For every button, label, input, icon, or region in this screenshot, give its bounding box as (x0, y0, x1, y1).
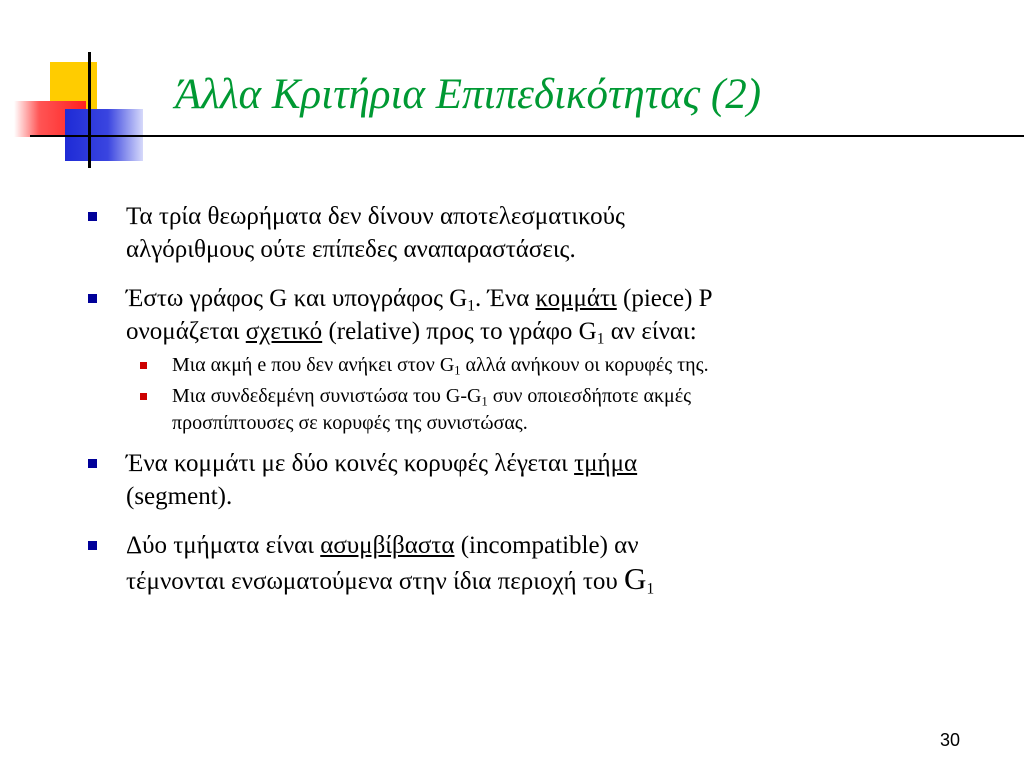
page-number: 30 (940, 730, 961, 750)
bullet-item-3 (88, 447, 968, 513)
graph-symbol: G (624, 561, 647, 596)
decorative-vertical-line (88, 52, 91, 168)
square-bullet-icon (88, 294, 97, 303)
bullet-text: (segment). (126, 483, 233, 510)
red-square-bullet-icon (140, 362, 147, 369)
bullet-text: αλγόριθμους ούτε επίπεδες αναπαραστάσεις. (126, 236, 576, 263)
bullet-item-2 (88, 282, 968, 437)
underlined-term: ασυμβίβαστα (320, 532, 455, 559)
underlined-term: τμήμα (574, 450, 638, 477)
subscript: 1 (454, 363, 461, 378)
subscript: 1 (646, 580, 655, 598)
red-square-bullet-icon (140, 393, 147, 400)
sub-bullet-text: αλλά ανήκουν οι κορυφές της. (460, 354, 709, 376)
sub-bullet-text: συν οποιεσδήποτε ακμές (487, 385, 692, 407)
bullet-list (88, 200, 968, 614)
sub-bullet-text: προσπίπτουσες σε κορυφές της συνιστώσας. (172, 412, 528, 434)
bullet-text: (incompatible) αν (454, 532, 639, 559)
subscript: 1 (467, 297, 476, 315)
bullet-text: τέμνονται ενσωματούμενα στην ίδια περιοχή του (126, 568, 625, 595)
underlined-term: κομμάτι (535, 285, 617, 312)
slide-title: Άλλα Κριτήρια Επιπεδικότητας (2) (175, 71, 762, 118)
bullet-text: ονομάζεται (126, 318, 246, 345)
bullet-text: (relative) προς το γράφο G (322, 318, 597, 345)
bullet-text: αν είναι: (604, 318, 697, 345)
sub-bullet-item-2 (126, 383, 968, 437)
square-bullet-icon (88, 212, 97, 221)
title-underline-rule (30, 135, 1024, 137)
bullet-text: Έστω γράφος G και υπογράφος G (126, 285, 468, 312)
underlined-term: σχετικό (245, 318, 323, 345)
square-bullet-icon (88, 541, 97, 550)
subscript: 1 (481, 394, 488, 409)
bullet-item-1 (88, 200, 968, 266)
sub-bullet-list (126, 352, 968, 437)
subscript: 1 (596, 330, 605, 348)
square-bullet-icon (88, 459, 97, 468)
bullet-text: Ένα κομμάτι με δύο κοινές κορυφές λέγεται (126, 450, 575, 477)
bullet-text: Τα τρία θεωρήματα δεν δίνουν αποτελεσματικούς (126, 203, 625, 230)
bullet-text: (piece) P (616, 285, 713, 312)
sub-bullet-text: Μια συνδεδεμένη συνιστώσα του G-G (172, 385, 482, 407)
bullet-item-4 (88, 529, 968, 598)
bullet-text: Δύο τμήματα είναι (126, 532, 321, 559)
bullet-text: . Ένα (475, 285, 536, 312)
sub-bullet-text: Μια ακμή e που δεν ανήκει στον G (172, 354, 455, 376)
sub-bullet-item-1 (126, 352, 968, 379)
